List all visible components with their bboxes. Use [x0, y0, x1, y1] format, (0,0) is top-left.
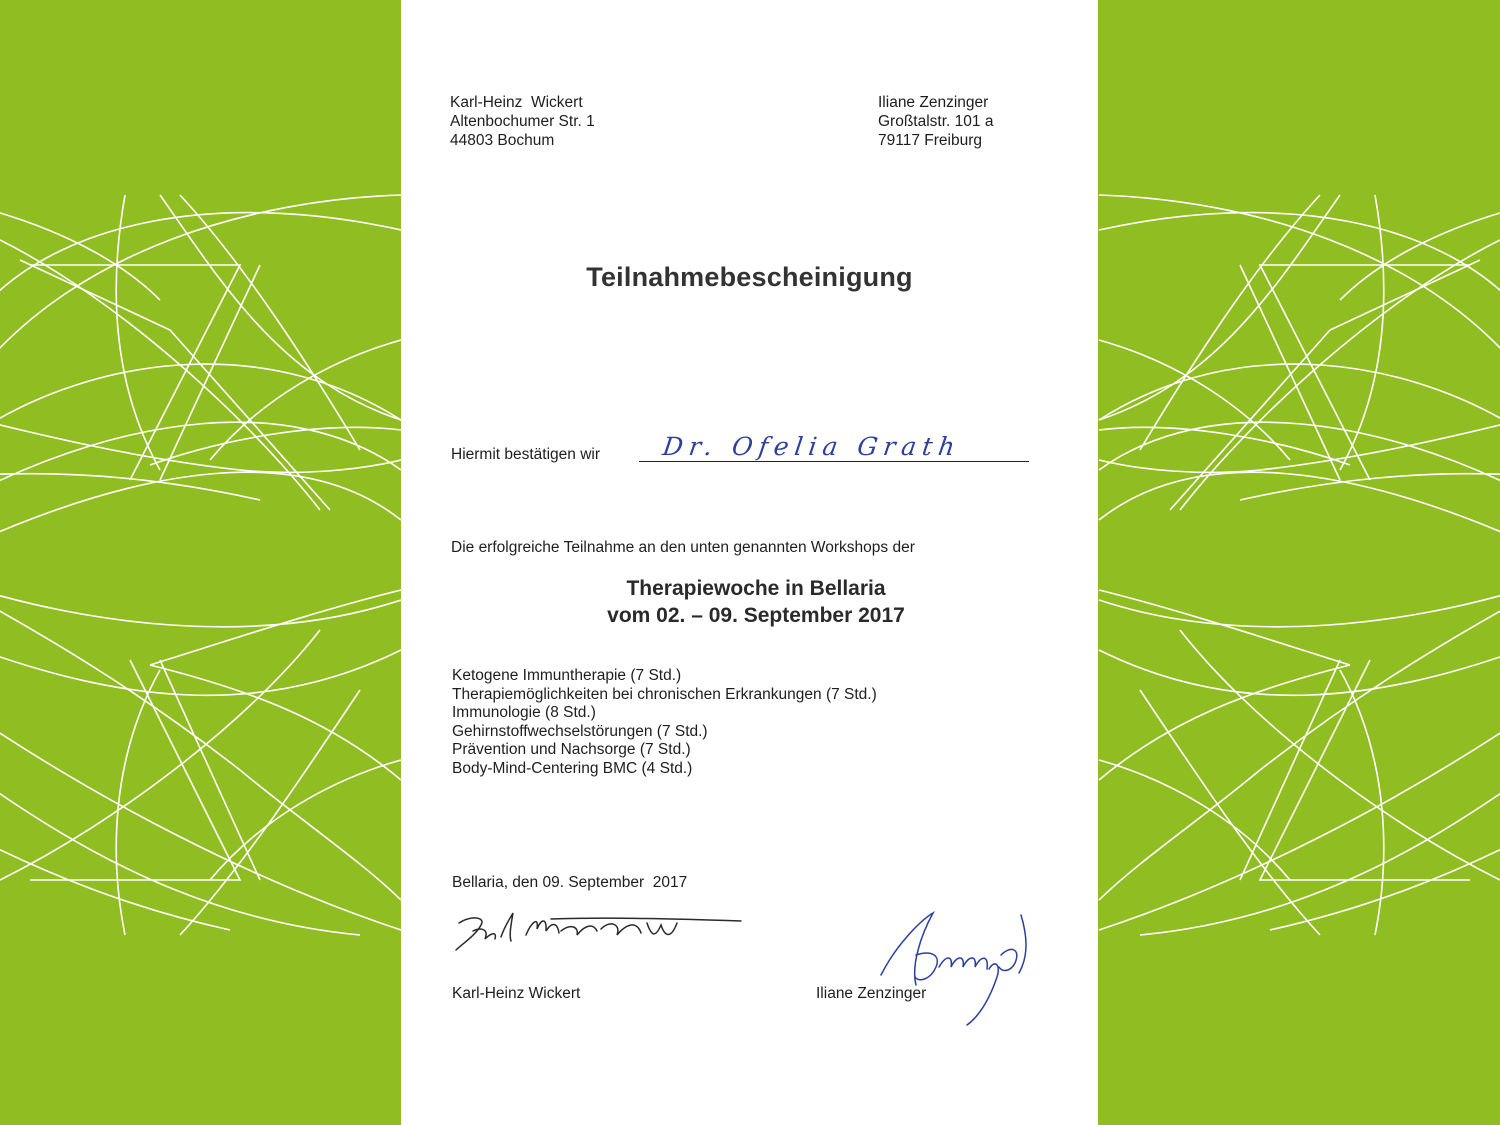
workshop-item: Therapiemöglichkeiten bei chronischen Erkrankungen (7 Std.)	[452, 685, 877, 703]
sender-left-city: 44803 Bochum	[450, 132, 555, 149]
event-title: Therapiewoche in Bellaria	[626, 577, 886, 600]
signatory-left: Karl-Heinz Wickert	[452, 985, 581, 1002]
sender-right-name: Iliane Zenzinger	[878, 94, 989, 111]
right-ornament-panel	[1098, 0, 1500, 1125]
sender-right-address	[878, 93, 993, 150]
event-dates: vom 02. – 09. September 2017	[607, 604, 905, 627]
certificate-title: Teilnahmebescheinigung	[586, 262, 913, 292]
sender-right-street: Großtalstr. 101 a	[878, 113, 994, 130]
workshop-item: Body-Mind-Centering BMC (4 Std.)	[452, 759, 693, 777]
confirm-label: Hiermit bestätigen wir	[451, 446, 601, 463]
sender-right-city: 79117 Freiburg	[878, 132, 982, 149]
signatory-right: Iliane Zenzinger	[816, 985, 927, 1002]
name-underline	[639, 461, 1029, 462]
workshop-item: Gehirnstoffwechselstörungen (7 Std.)	[452, 722, 708, 740]
workshop-item: Ketogene Immuntherapie (7 Std.)	[452, 667, 682, 684]
left-ornament-panel	[0, 0, 401, 1125]
sender-left-street: Altenbochumer Str. 1	[450, 113, 595, 130]
signature-right-icon	[871, 905, 1041, 1030]
workshop-item: Immunologie (8 Std.)	[452, 704, 596, 721]
workshop-item: Prävention und Nachsorge (7 Std.)	[452, 741, 691, 758]
workshop-list	[452, 667, 877, 778]
participant-name: Dr. Ofelia Grath	[660, 432, 963, 461]
sender-left-address	[450, 93, 595, 150]
place-date: Bellaria, den 09. September 2017	[452, 874, 688, 891]
right-ornament-icon	[1098, 0, 1500, 1125]
certificate-sheet	[401, 0, 1098, 1125]
left-ornament-icon	[0, 0, 401, 1125]
sender-left-name: Karl-Heinz Wickert	[450, 94, 583, 111]
signature-left-icon	[451, 905, 751, 955]
intro-text: Die erfolgreiche Teilnahme an den unten genannten Workshops der	[451, 539, 915, 556]
